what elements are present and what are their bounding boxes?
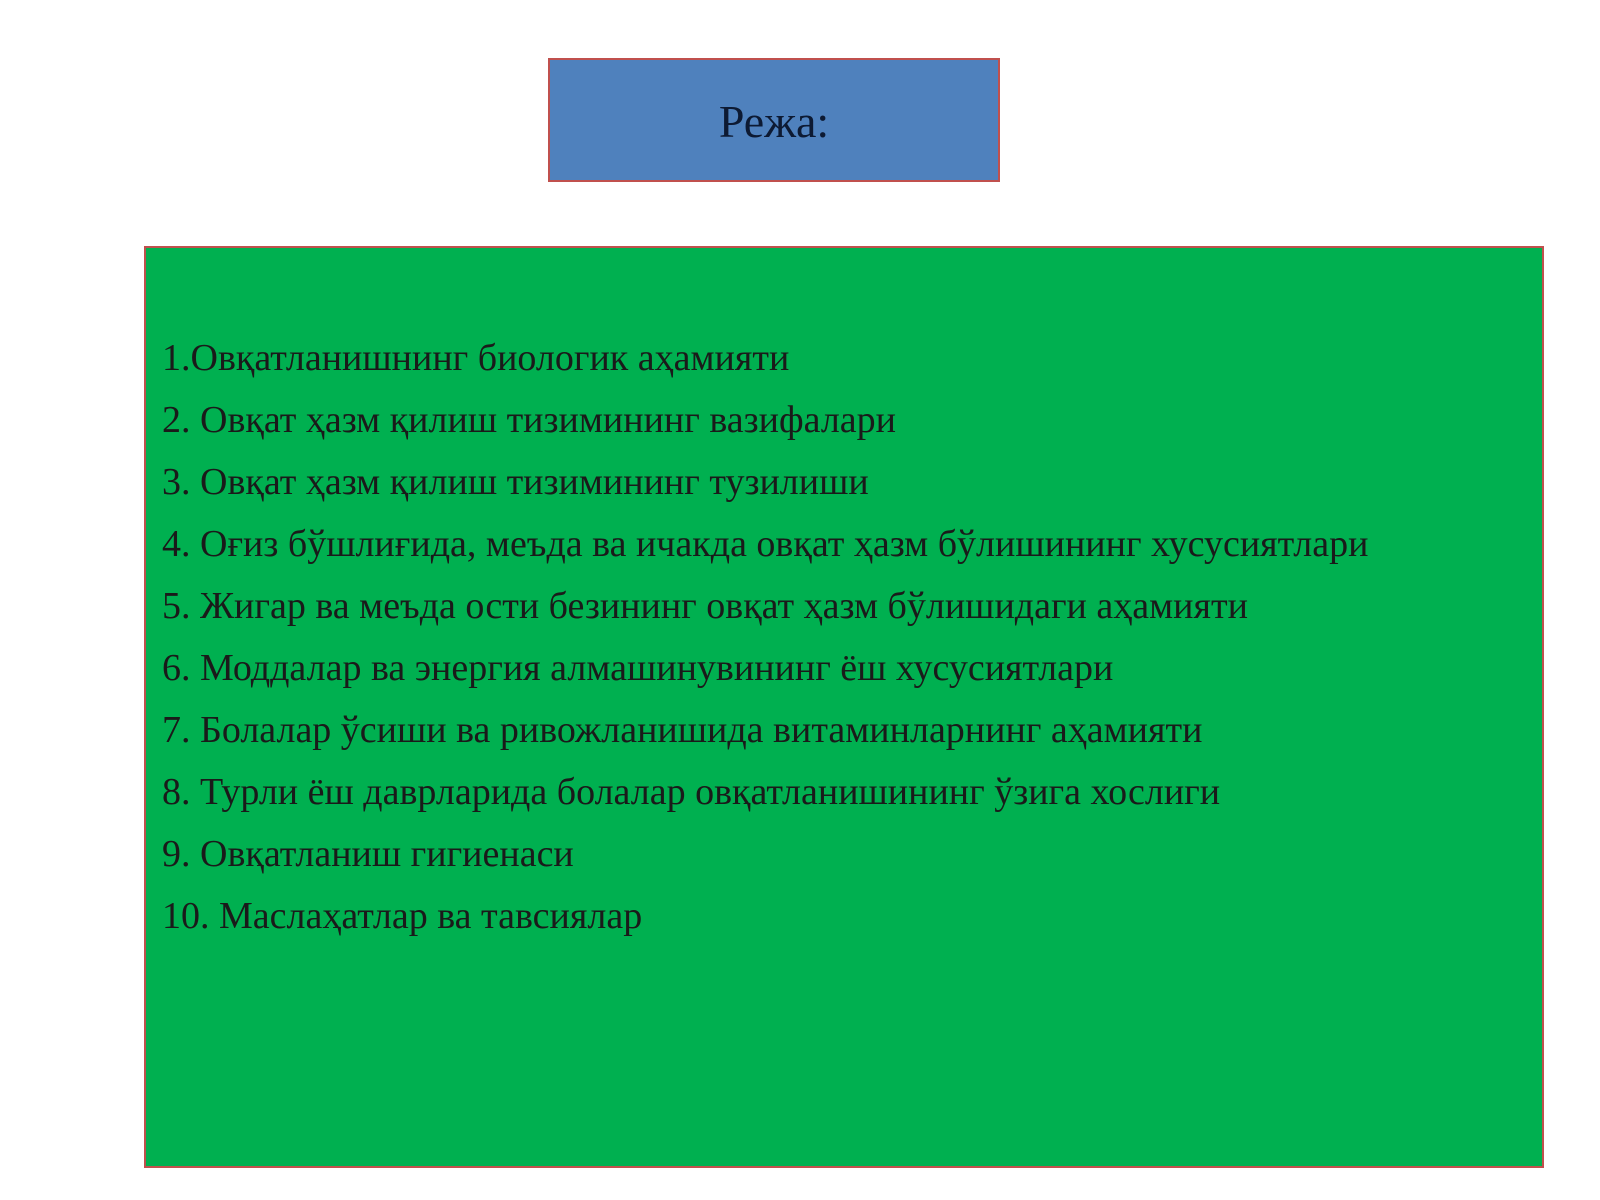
plan-item-3: 3. Овқат ҳазм қилиш тизимининг тузилиши [162,461,869,503]
plan-item-4: 4. Оғиз бўшлиғида, меъда ва ичакда овқат ҳазм бўлишининг хусусиятлари [162,523,1369,565]
plan-box [144,246,1544,1168]
plan-item-2: 2. Овқат ҳазм қилиш тизимининг вазифалари [162,399,896,441]
slide-title: Режа: [718,96,830,147]
plan-item-6: 6. Моддалар ва энергия алмашинувининг ёш хусусиятлари [162,647,1114,689]
plan-item-10: 10. Маслаҳатлар ва тавсиялар [162,895,643,937]
plan-item-9: 9. Овқатланиш гигиенаси [162,833,574,875]
plan-list [162,332,1522,952]
plan-item-8: 8. Турли ёш даврларида болалар овқатланишининг ўзига хослиги [162,771,1221,813]
plan-item-1: 1.Овқатланишнинг биологик аҳамияти [162,337,790,379]
plan-item-7: 7. Болалар ўсиши ва ривожланишида витаминларнинг аҳамияти [162,709,1203,751]
plan-item-5: 5. Жигар ва меъда ости безининг овқат ҳазм бўлишидаги аҳамияти [162,585,1248,627]
title-box [548,58,1000,182]
